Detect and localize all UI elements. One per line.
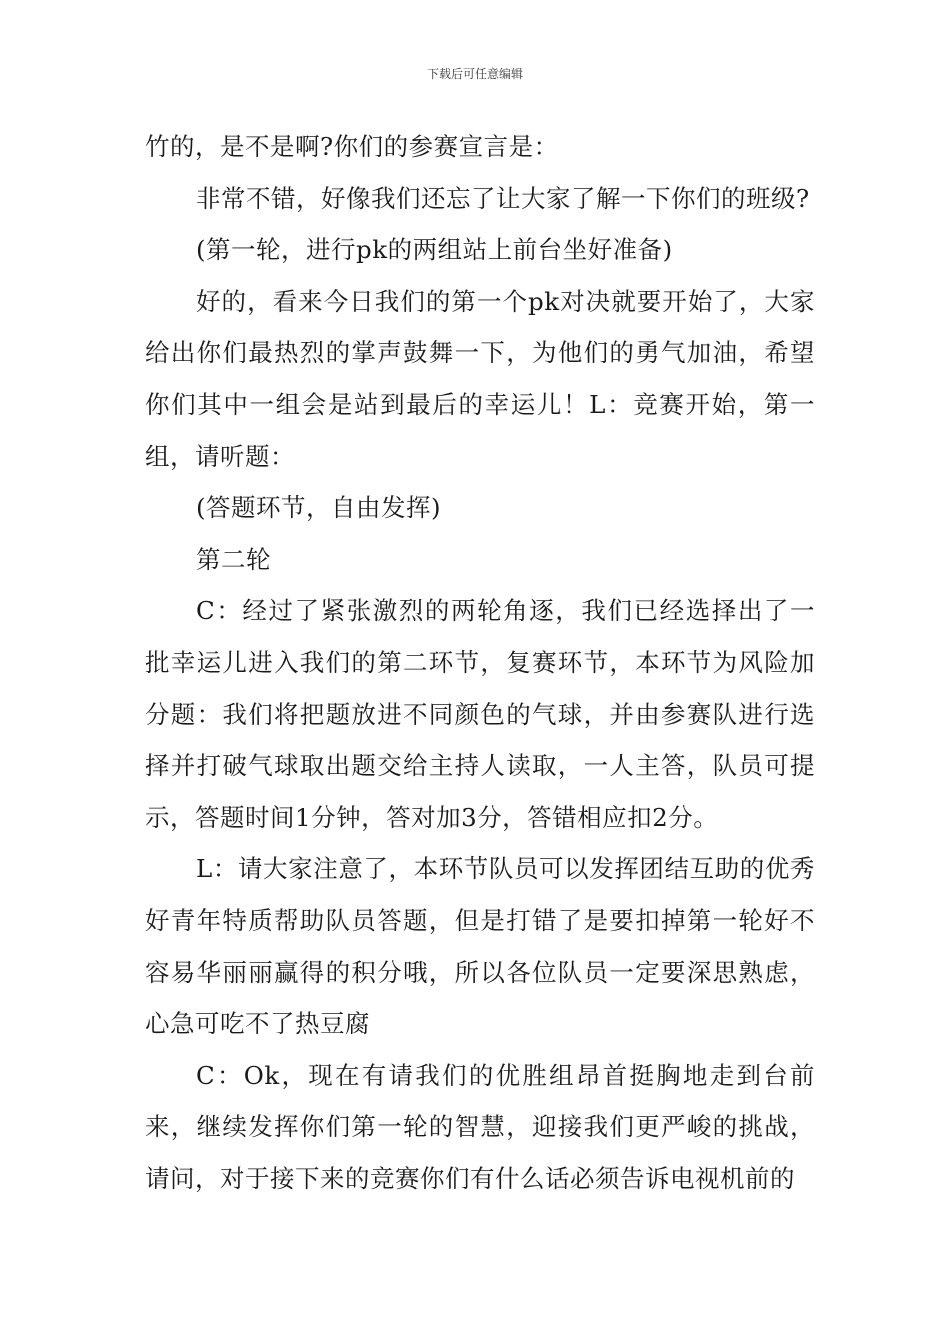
paragraph-2: 非常不错，好像我们还忘了让大家了解一下你们的班级?	[196, 183, 810, 213]
paragraph-6: 第二轮	[196, 544, 271, 574]
page-header-note: 下载后可任意编辑	[426, 67, 523, 81]
paragraph-7: C：经过了紧张激烈的两轮角逐，我们已经选择出了一批幸运儿进入我们的第二环节，复赛环节，本环节为风险加分题：我们将把题放进不同颜色的气球，并由参赛队进行选择并打破气球取出题交给主持人读取，一人主答，队员可提示，答题时间1分钟，答对加3分，答错相应扣2分。	[145, 596, 815, 832]
document-body	[145, 121, 815, 1204]
paragraph-5: (答题环节，自由发挥)	[196, 493, 442, 523]
paragraph-4: 好的，看来今日我们的第一个pk对决就要开始了，大家给出你们最热烈的掌声鼓舞一下，为他们的勇气加油，希望你们其中一组会是站到最后的幸运儿！L：竞赛开始，第一组，请听题：	[145, 286, 815, 471]
paragraph-9: C：Ok，现在有请我们的优胜组昂首挺胸地走到台前来，继续发挥你们第一轮的智慧，迎接我们更严峻的挑战，请问，对于接下来的竞赛你们有什么话必须告诉电视机前的	[145, 1060, 815, 1193]
paragraph-1: 竹的，是不是啊?你们的参赛宣言是：	[145, 132, 559, 161]
paragraph-3: (第一轮，进行pk的两组站上前台坐好准备)	[196, 235, 673, 265]
paragraph-8: L：请大家注意了，本环节队员可以发挥团结互助的优秀好青年特质帮助队员答题，但是打错了是要扣掉第一轮好不容易华丽丽赢得的积分哦，所以各位队员一定要深思熟虑，心急可吃不了热豆腐	[145, 854, 815, 1039]
